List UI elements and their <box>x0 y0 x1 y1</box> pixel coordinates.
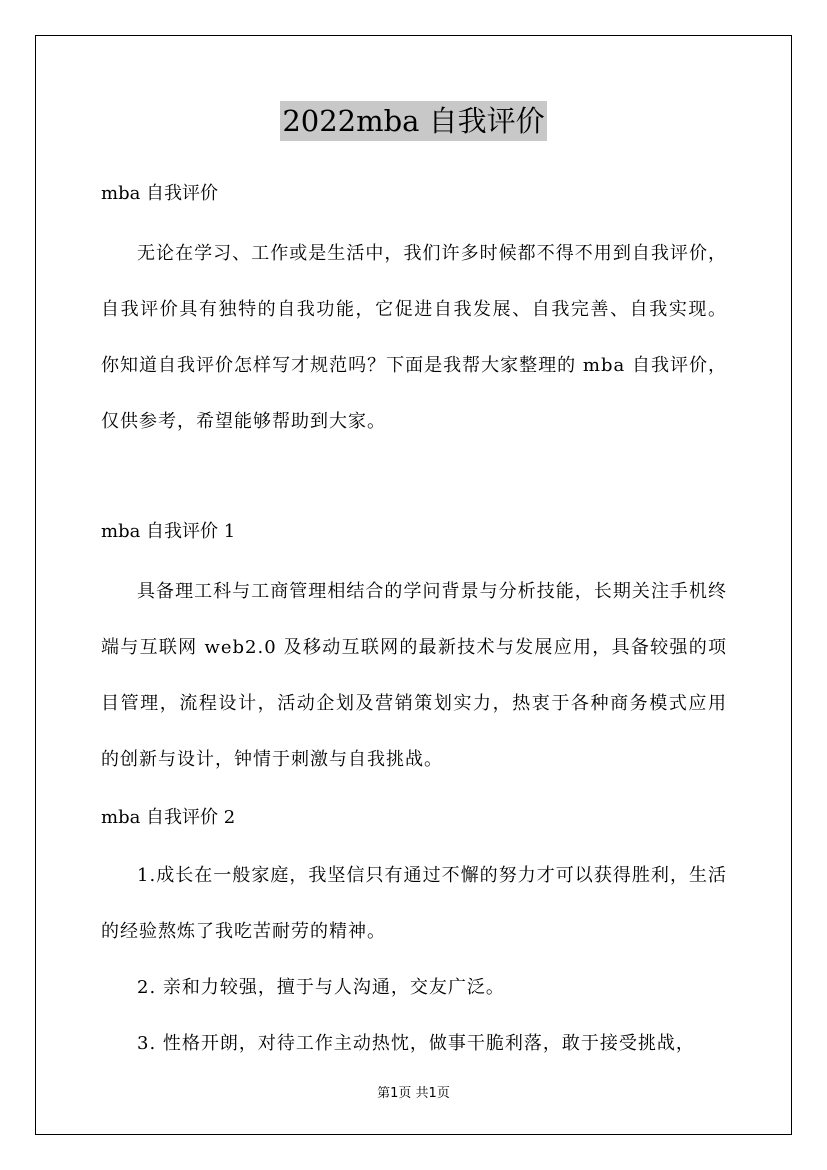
paragraph: 无论在学习、工作或是生活中，我们许多时候都不得不用到自我评价，自我评价具有独特的自我功能，它促进自我发展、自我完善、自我实现。你知道自我评价怎样写才规范吗？下面是我帮大家整理的 mba 自我评价，仅供参考，希望能够帮助到大家。 <box>101 243 727 432</box>
document-body <box>101 176 727 1072</box>
section-heading: mba 自我评价 2 <box>101 807 236 828</box>
paragraph: 2. 亲和力较强，擅于与人沟通，交友广泛。 <box>137 977 505 998</box>
document-title: 2022mba 自我评价 <box>280 101 546 141</box>
paragraph: 具备理工科与工商管理相结合的学问背景与分析技能，长期关注手机终端与互联网 web2.0 及移动互联网的最新技术与发展应用，具备较强的项目管理，流程设计，活动企划及营销策划实力，热衷于各种商务模式应用的创新与设计，钟情于刺激与自我挑战。 <box>101 581 727 770</box>
section-heading: mba 自我评价 <box>101 183 219 204</box>
title-container <box>0 101 827 141</box>
section-heading: mba 自我评价 1 <box>101 521 236 542</box>
paragraph: 1.成长在一般家庭，我坚信只有通过不懈的努力才可以获得胜利，生活的经验熬炼了我吃苦耐劳的精神。 <box>101 865 727 942</box>
page-footer: 第1页 共1页 <box>377 1086 450 1101</box>
paragraph: 3. 性格开朗，对待工作主动热忱，做事干脆利落，敢于接受挑战， <box>137 1033 695 1054</box>
